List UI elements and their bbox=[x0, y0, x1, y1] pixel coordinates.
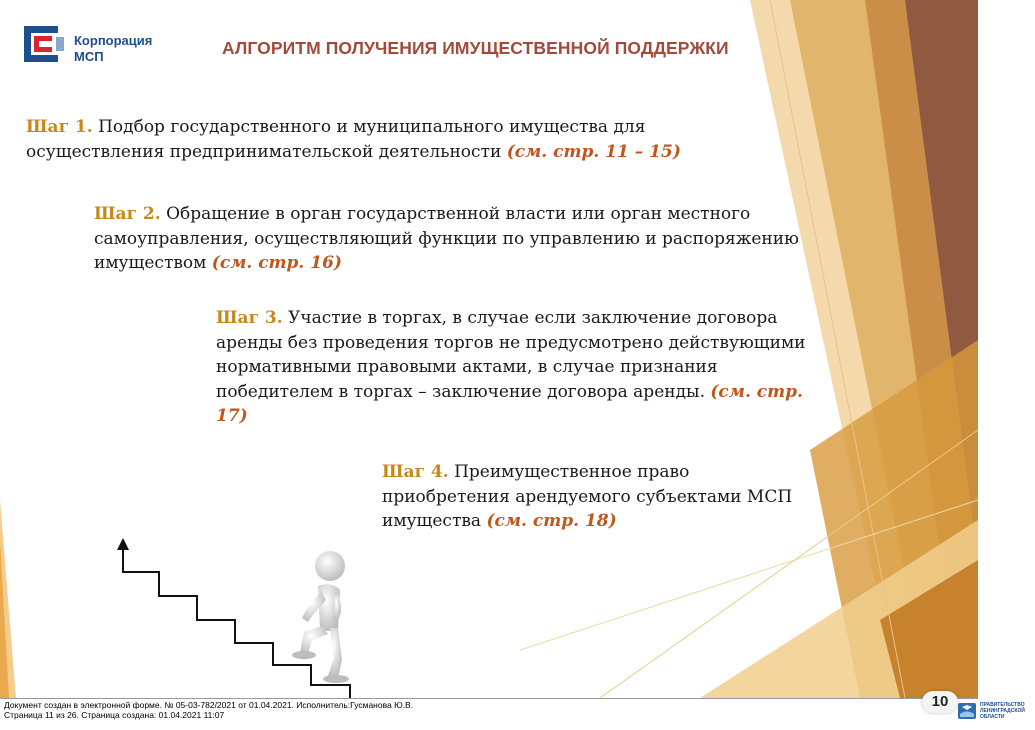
step-2 bbox=[94, 202, 834, 276]
logo-line2: МСП bbox=[74, 49, 104, 64]
footer-line1: Документ создан в электронной форме. № 05-03-782/2021 от 01.04.2021. Исполнитель:Гусманова Ю.В. bbox=[4, 700, 414, 710]
footer-line2: Страница 11 из 26. Страница создана: 01.04.2021 11:07 bbox=[4, 709, 225, 720]
step-3-label: Шаг 3. bbox=[216, 308, 283, 328]
gov-line1: ПРАВИТЕЛЬСТВО bbox=[980, 702, 1025, 708]
corporation-logo-icon bbox=[22, 24, 66, 64]
gov-line2: ЛЕНИНГРАДСКОЙ bbox=[980, 708, 1025, 714]
page-title: АЛГОРИТМ ПОЛУЧЕНИЯ ИМУЩЕСТВЕННОЙ ПОДДЕРЖКИ bbox=[222, 38, 729, 58]
step-4 bbox=[382, 460, 802, 534]
logo-line1: Корпорация bbox=[74, 33, 153, 48]
step-2-label: Шаг 2. bbox=[94, 204, 161, 224]
step-4-text: Преимущественное право приобретения арендуемого субъектами МСП имущества bbox=[382, 462, 793, 531]
footer bbox=[4, 701, 413, 720]
step-2-text: Обращение в орган государственной власти или орган местного самоуправления, осуществляющий функции по управлению и распоряжению имуществом bbox=[94, 204, 799, 273]
step-1-text: Подбор государственного и муниципального имущества для осуществления предпринимательской деятельности bbox=[26, 117, 646, 162]
step-2-ref: (см. стр. 16) bbox=[211, 253, 342, 273]
step-1-label: Шаг 1. bbox=[26, 117, 93, 137]
logo-text bbox=[74, 33, 152, 65]
step-3-text: Участие в торгах, в случае если заключение договора аренды без проведения торгов не предусмотрено действующими нормативными правовыми актами, в случае признания победителем в торгах – заключение договора аренды. bbox=[216, 308, 806, 402]
step-4-label: Шаг 4. bbox=[382, 462, 449, 482]
government-label bbox=[980, 702, 1025, 720]
step-3 bbox=[216, 306, 816, 429]
gov-line3: ОБЛАСТИ bbox=[980, 714, 1005, 720]
footer-divider bbox=[0, 698, 978, 699]
climbing-figure-icon bbox=[278, 548, 358, 686]
step-4-ref: (см. стр. 18) bbox=[486, 511, 617, 531]
step-3-ref: (см. стр. 17) bbox=[216, 381, 803, 426]
step-1-ref: (см. стр. 11 – 15) bbox=[506, 141, 681, 162]
page-number: 10 bbox=[922, 691, 958, 713]
step-1 bbox=[26, 115, 766, 164]
government-emblem-icon bbox=[958, 703, 976, 719]
